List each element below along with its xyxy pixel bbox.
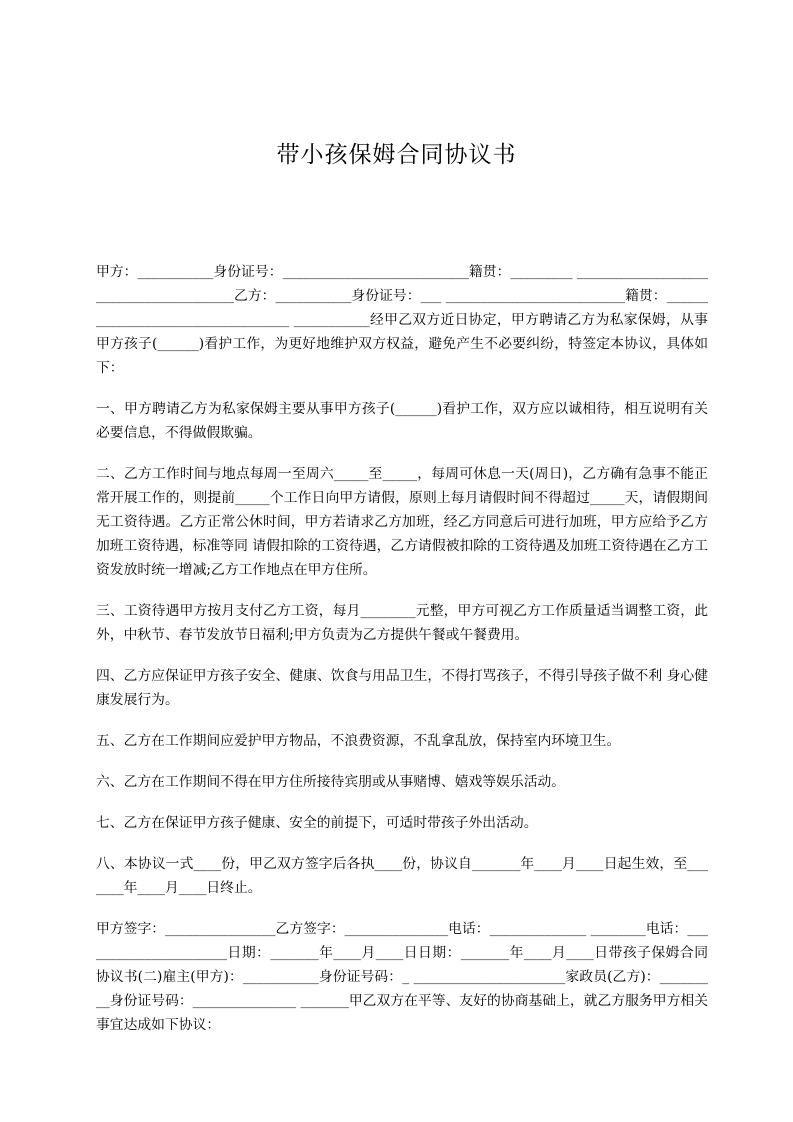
intro-paragraph: 甲方：___________身份证号：___________________________籍贯：_________ _______________________________________乙方：___________身份证号：___ __________________________籍贯：__________________________________ ___________经甲乙双方近日协定，甲方聘请乙方为私家保姆，从事甲方孩子(______)看护工作，为更好地维护双方权益，避免产生不必要纠纷，特签定本协议，具体如下： xyxy=(96,264,708,376)
clause-1-paragraph: 一、甲方聘请乙方为私家保姆主要从事甲方孩子(______)看护工作，双方应以诚相待，相互说明有关必要信息，不得做假欺骗。 xyxy=(96,401,708,441)
signature-paragraph: 甲方签字：________________乙方签字：_______________电话：______________ ________电话：______________________日期：_______年____月____日日期：_______年____月____日带孩子保姆合同协议书(二)雇主(甲方)：___________身份证号码：_ ______________________家政员(乙方)：_________身份证号码：_______________ _______甲乙双方在平等、友好的协商基础上，就乙方服务甲方相关事宜达成如下协议： xyxy=(96,921,708,1033)
clause-5-paragraph: 五、乙方在工作期间应爱护甲方物品，不浪费资源，不乱拿乱放，保持室内环境卫生。 xyxy=(96,733,621,749)
clause-7-paragraph: 七、乙方在保证甲方孩子健康、安全的前提下，可适时带孩子外出活动。 xyxy=(96,815,538,831)
document-title: 带小孩保姆合同协议书 xyxy=(276,142,517,168)
clause-4-paragraph: 四、乙方应保证甲方孩子安全、健康、饮食与用品卫生，不得打骂孩子，不得引导孩子做不利 身心健康发展行为。 xyxy=(96,668,708,708)
clause-8-paragraph: 八、本协议一式____份，甲乙双方签字后各执____份，协议自_______年____月____日起生效，至_______年____月____日终止。 xyxy=(96,856,708,896)
clause-3-paragraph: 三、工资待遇甲方按月支付乙方工资，每月________元整，甲方可视乙方工作质量适当调整工资，此外，中秋节、春节发放节日福利;甲方负责为乙方提供午餐或午餐费用。 xyxy=(96,603,708,643)
clause-2-paragraph: 二、乙方工作时间与地点每周一至周六_____至_____，每周可休息一天(周日)，乙方确有急事不能正常开展工作的，则提前_____个工作日向甲方请假，原则上每月请假时间不得超过_____天，请假期间无工资待遇。乙方正常公休时间，甲方若请求乙方加班，经乙方同意后可进行加班，甲方应给予乙方加班工资待遇，标准等同 请假扣除的工资待遇，乙方请假被扣除的工资待遇及加班工资待遇在乙方工资发放时统一增减;乙方工作地点在甲方住所。 xyxy=(96,466,708,578)
document-body xyxy=(96,260,708,1054)
clause-6-paragraph: 六、乙方在工作期间不得在甲方住所接待宾朋或从事赌博、嬉戏等娱乐活动。 xyxy=(96,774,566,790)
